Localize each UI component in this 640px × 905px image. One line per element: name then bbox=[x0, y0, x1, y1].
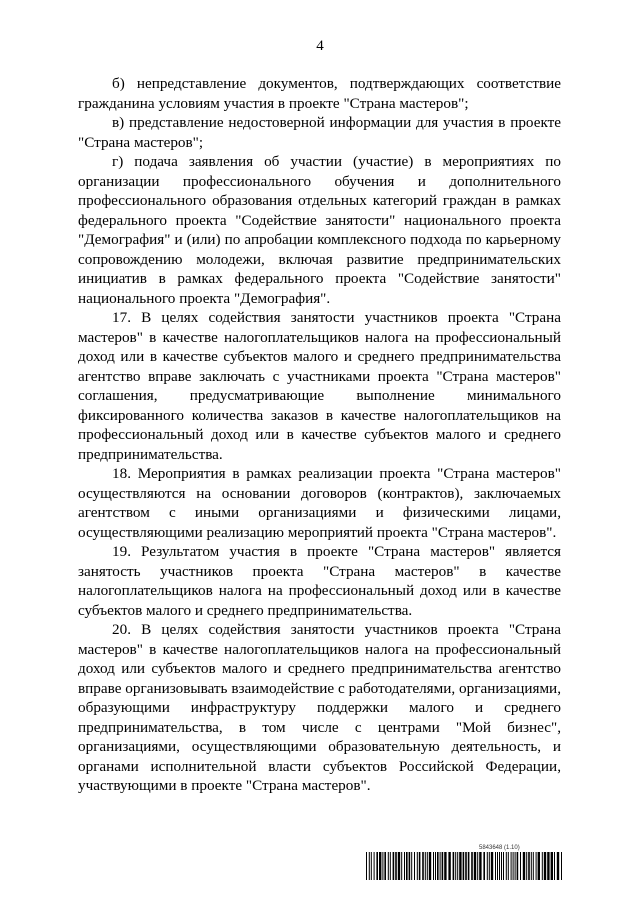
paragraph-v: в) представление недостоверной информации для участия в проекте "Страна мастеров"; bbox=[78, 114, 561, 151]
barcode-icon bbox=[366, 852, 562, 880]
document-code: 5843648 (1.10) bbox=[479, 845, 520, 851]
page-number: 4 bbox=[316, 38, 324, 54]
paragraph-20: 20. В целях содействия занятости участников проекта "Страна мастеров" в качестве налогоплательщиков налога на профессиональный доход или субъектов малого и среднего предпринимательства агентство вправе организовывать взаимодействие с работодателями, организациями, образующими инфраструктуру поддержки малого и среднего предпринимательства, в том числе с центрами "Мой бизнес", организациями, осуществляющими образовательную деятельность, и органами исполнительной власти субъектов Российской Федерации, участвующими в проекте "Страна мастеров". bbox=[78, 621, 561, 794]
document-body bbox=[78, 74, 561, 796]
paragraph-18: 18. Мероприятия в рамках реализации проекта "Страна мастеров" осуществляются на основании договоров (контрактов), заключаемых агентством с иными организациями и физическими лицами, осуществляющими реализацию мероприятий проекта "Страна мастеров". bbox=[78, 465, 561, 541]
paragraph-b: б) непредставление документов, подтверждающих соответствие гражданина условиям участия в проекте "Страна мастеров"; bbox=[78, 75, 561, 112]
paragraph-g: г) подача заявления об участии (участие) в мероприятиях по организации профессионального обучения и дополнительного профессионального образования отдельных категорий граждан в рамках федерального проекта "Содействие занятости" национального проекта "Демография" и (или) по апробации комплексного подхода по карьерному сопровождению молодежи, включая развитие предпринимательских инициатив в рамках федерального проекта "Содействие занятости" национального проекта "Демография". bbox=[78, 153, 561, 307]
paragraph-19: 19. Результатом участия в проекте "Страна мастеров" является занятость участников проекта "Страна мастеров" в качестве налогоплательщиков налога на профессиональный доход или в качестве субъектов малого и среднего предпринимательства. bbox=[78, 543, 561, 619]
paragraph-17: 17. В целях содействия занятости участников проекта "Страна мастеров" в качестве налогоплательщиков налога на профессиональный доход или в качестве субъектов малого и среднего предпринимательства агентство вправе заключать с участниками проекта "Страна мастеров" соглашения, предусматривающие выполнение минимального фиксированного количества заказов в качестве налогоплательщиков на профессиональный доход или в качестве субъектов малого и среднего предпринимательства. bbox=[78, 309, 561, 463]
